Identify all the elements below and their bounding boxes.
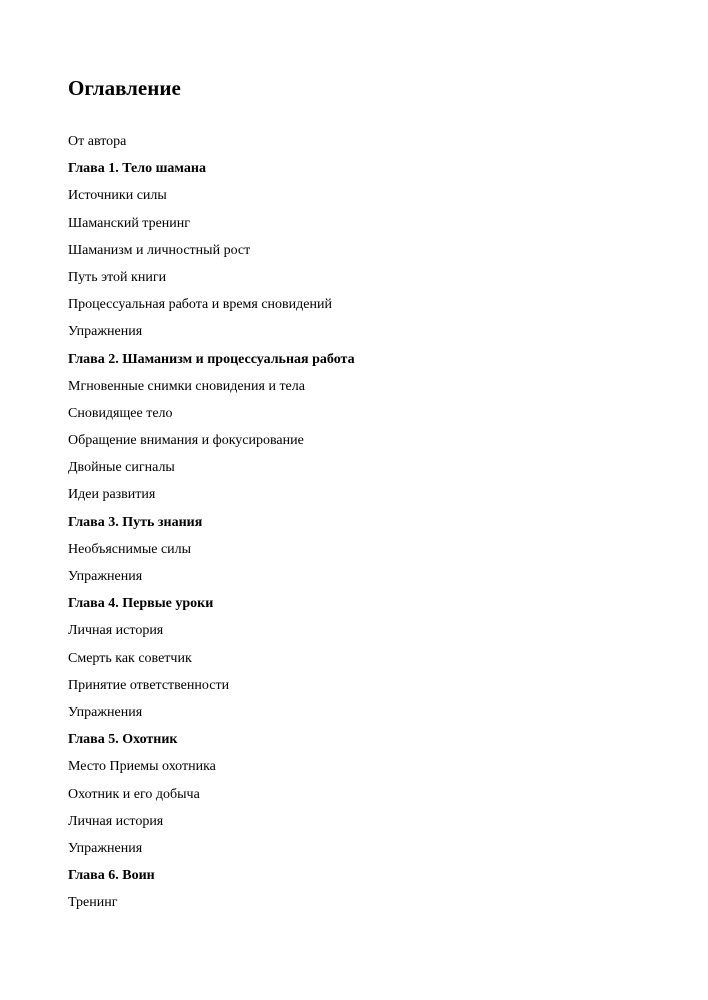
toc-section-item[interactable]: Обращение внимания и фокусирование	[68, 433, 304, 449]
toc-section-item[interactable]: Путь этой книги	[68, 269, 167, 285]
toc-section-item[interactable]: Сновидящее тело	[68, 405, 173, 421]
toc-chapter-heading[interactable]: Глава 3. Путь знания	[68, 514, 203, 530]
toc-section-item[interactable]: Упражнения	[68, 569, 143, 584]
toc-section-item[interactable]: Упражнения	[68, 324, 143, 340]
toc-section-item[interactable]: Упражнения	[68, 840, 143, 856]
toc-section-item[interactable]: Необъяснимые силы	[68, 541, 192, 557]
toc-section-item[interactable]: Личная история	[68, 813, 164, 829]
toc-chapter-heading[interactable]: Глава 6. Воин	[68, 868, 155, 884]
toc-section-item[interactable]: От автора	[68, 134, 127, 149]
toc-section-item[interactable]: Смерть как советчик	[68, 650, 192, 666]
toc-section-item[interactable]: Источники силы	[68, 188, 167, 204]
toc-chapter-heading[interactable]: Глава 5. Охотник	[68, 732, 178, 748]
toc-section-item[interactable]: Двойные сигналы	[68, 460, 175, 476]
toc-section-item[interactable]: Место Приемы охотника	[68, 759, 216, 775]
toc-section-item[interactable]: Личная история	[68, 623, 164, 639]
toc-section-item[interactable]: Охотник и его добыча	[68, 786, 200, 802]
page-title: Оглавление	[68, 76, 181, 100]
table-of-contents	[68, 131, 668, 919]
toc-chapter-heading[interactable]: Глава 4. Первые уроки	[68, 596, 214, 612]
toc-section-item[interactable]: Идеи развития	[68, 487, 156, 503]
toc-section-item[interactable]: Упражнения	[68, 704, 143, 720]
toc-section-item[interactable]: Принятие ответственности	[68, 677, 230, 693]
toc-chapter-heading[interactable]: Глава 2. Шаманизм и процессуальная работа	[68, 351, 355, 367]
toc-section-item[interactable]: Шаманизм и личностный рост	[68, 242, 251, 258]
toc-section-item[interactable]: Шаманский тренинг	[68, 215, 191, 231]
toc-section-item[interactable]: Тренинг	[68, 895, 118, 911]
toc-section-item[interactable]: Процессуальная работа и время сновидений	[68, 297, 332, 313]
toc-section-item[interactable]: Мгновенные снимки сновидения и тела	[68, 378, 305, 394]
toc-chapter-heading[interactable]: Глава 1. Тело шамана	[68, 161, 206, 177]
